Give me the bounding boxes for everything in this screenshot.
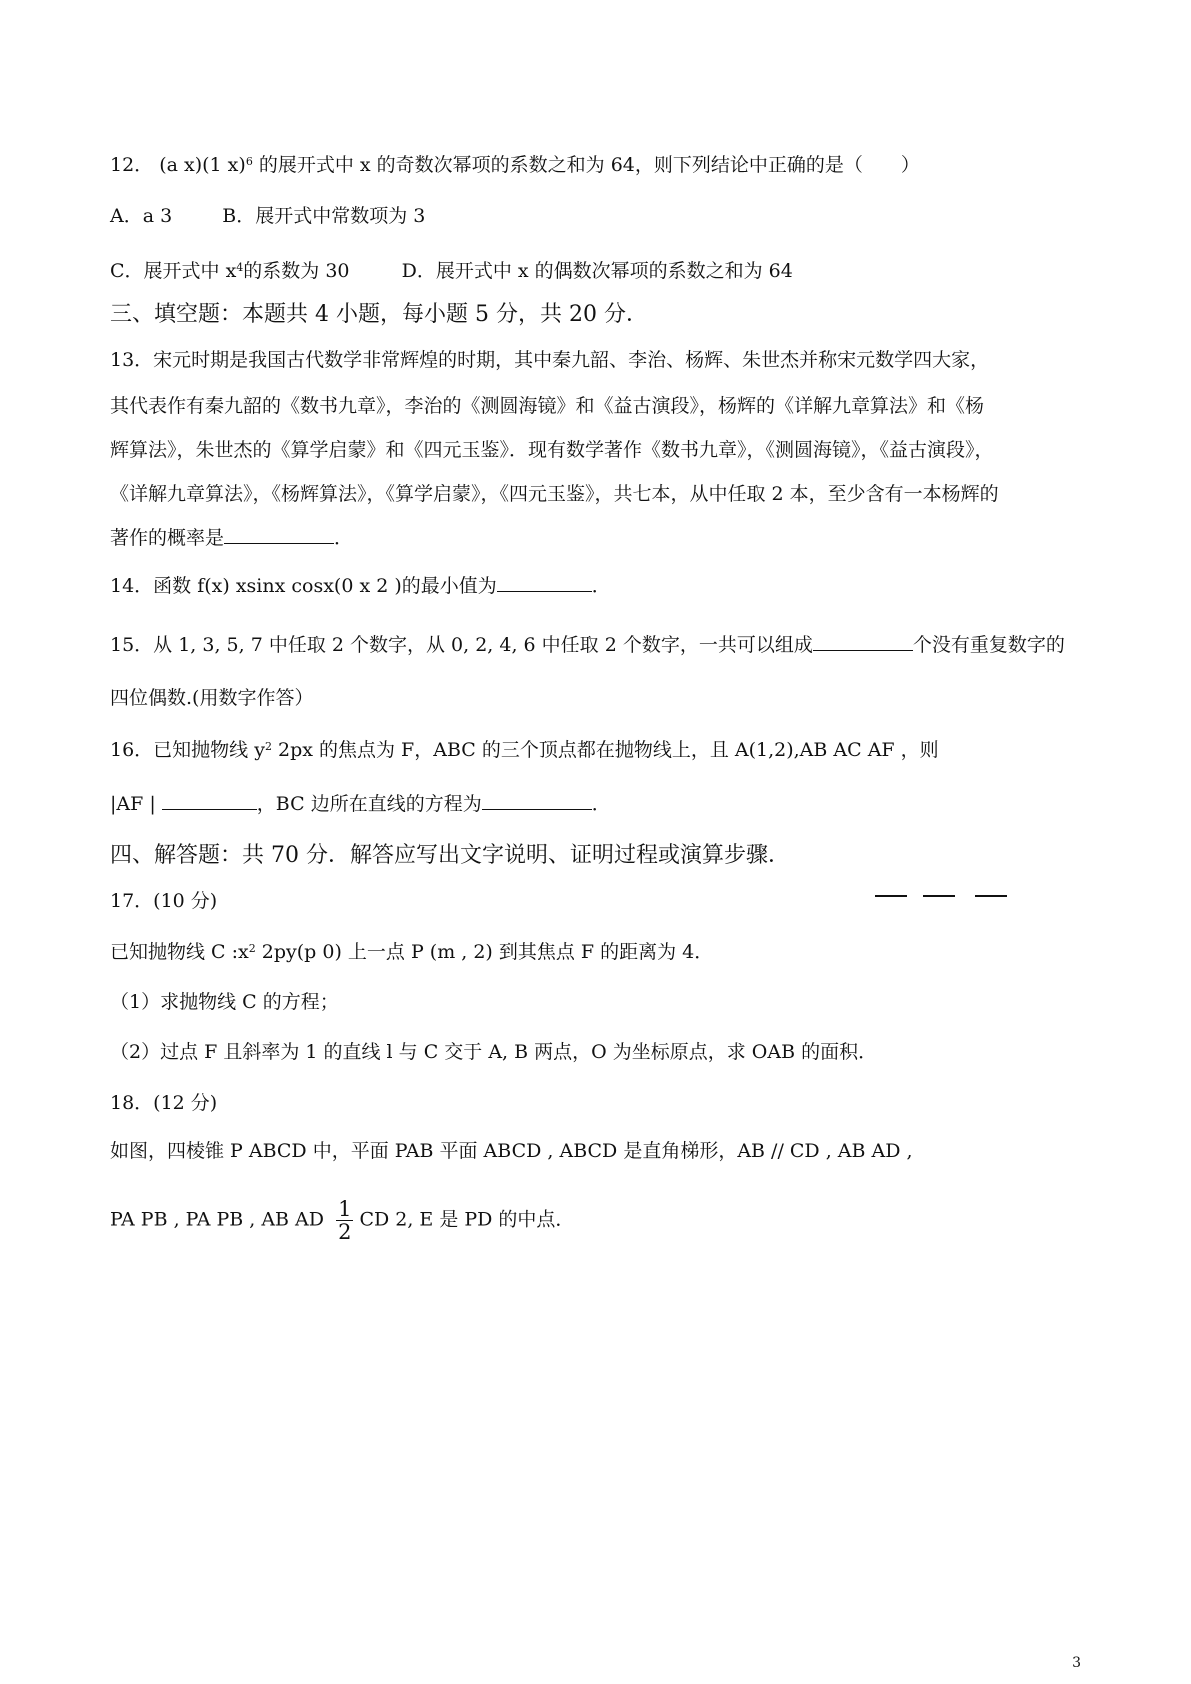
- q16-text-2: ，BC 边所在直线的方程为: [256, 793, 482, 815]
- q12-text: 的展开式中 x 的奇数次幂项的系数之和为 64，则下列结论中正确的是（ ）: [258, 154, 920, 176]
- q12-option-c-tail: 的系数为 30: [243, 260, 350, 282]
- section-3-heading: 三、填空题：本题共 4 小题，每小题 5 分，共 20 分．: [110, 302, 648, 327]
- q12-option-b: B．展开式中常数项为 3: [222, 205, 426, 227]
- q13-answer-blank[interactable]: [224, 525, 334, 544]
- q17-stem: [110, 939, 713, 965]
- q14-text: 14．函数 f(x) xsinx cosx(0 x 2 )的最小值为: [110, 575, 497, 597]
- vector-bar-2: [923, 895, 955, 897]
- page-number: 3: [1072, 1655, 1081, 1671]
- q12-option-d: D．展开式中 x 的偶数次幂项的系数之和为 64: [401, 260, 793, 282]
- q12-option-c-exponent: 4: [236, 261, 244, 274]
- q18-text-tail: CD 2, E 是 PD 的中点．: [359, 1208, 575, 1231]
- q18-line-2: [110, 1198, 574, 1243]
- q16-answer-blank-1[interactable]: [162, 791, 257, 810]
- vector-bar-1: [875, 895, 907, 897]
- q16-line-2: [110, 791, 611, 817]
- q14-answer-blank[interactable]: [497, 573, 592, 592]
- q12-expression: (a x)(1 x): [159, 154, 246, 176]
- q15-line-1: [110, 632, 1065, 658]
- q12-options-ab: [110, 203, 425, 229]
- q18-line-1: 如图，四棱锥 P ABCD 中，平面 PAB 平面 ABCD , ABCD 是直角梯形，AB // CD , AB AD ,: [110, 1140, 913, 1162]
- q15-line-2: 四位偶数.(用数字作答）: [110, 687, 314, 709]
- q16-period: ．: [591, 793, 611, 815]
- q16-text: 16．已知抛物线 y: [110, 739, 265, 761]
- q13-text: 著作的概率是: [110, 527, 225, 549]
- q13-line-1: 13．宋元时期是我国古代数学非常辉煌的时期，其中秦九韶、李治、杨辉、朱世杰并称宋元数学四大家，: [110, 349, 990, 371]
- q17-part-1: （1）求抛物线 C 的方程；: [110, 991, 339, 1013]
- q17-part-2: （2）过点 F 且斜率为 1 的直线 l 与 C 交于 A, B 两点，O 为坐标原点，求 OAB 的面积．: [110, 1041, 878, 1063]
- q12-option-a: A．a 3: [110, 205, 173, 227]
- q12-options-cd: [110, 258, 793, 284]
- q15-answer-blank[interactable]: [813, 632, 913, 651]
- q12-number: 12．: [110, 154, 154, 176]
- section-4-heading: 四、解答题：共 70 分．解答应写出文字说明、证明过程或演算步骤．: [110, 843, 790, 868]
- q16-exponent: 2: [264, 740, 272, 753]
- q12-option-c-text: C．展开式中 x: [110, 260, 237, 282]
- q17-exponent: 2: [248, 942, 256, 955]
- q12-stem: [110, 152, 920, 178]
- q16-abs-af: |AF |: [110, 793, 156, 815]
- q18-fraction: [336, 1198, 353, 1243]
- fraction-denominator: 2: [338, 1220, 352, 1244]
- q15-text-tail: 个没有重复数字的: [912, 634, 1065, 656]
- q17-text-tail: 2py(p 0) 上一点 P (m , 2) 到其焦点 F 的距离为 4．: [255, 941, 714, 963]
- q13-line-3: 辉算法》，朱世杰的《算学启蒙》和《四元玉鉴》．现有数学著作《数书九章》，《测圆海镜》，《益古演段》，: [110, 439, 994, 461]
- q13-line-2: 其代表作有秦九韶的《数书九章》，李治的《测圆海镜》和《益古演段》，杨辉的《详解九章算法》和《杨: [110, 395, 985, 417]
- fraction-numerator: 1: [338, 1197, 352, 1221]
- q13-period: ．: [334, 527, 354, 549]
- q16-text-tail: 2px 的焦点为 F，ABC 的三个顶点都在抛物线上，且 A(1,2),AB AC AF ，则: [271, 739, 939, 761]
- q15-text: 15．从 1, 3, 5, 7 中任取 2 个数字，从 0, 2, 4, 6 中任取 2 个数字，一共可以组成: [110, 634, 813, 656]
- q12-exponent: 6: [245, 155, 253, 168]
- q14-line: [110, 573, 611, 599]
- q18-text: PA PB , PA PB , AB AD: [110, 1208, 325, 1231]
- q18-header: 18．(12 分): [110, 1092, 218, 1114]
- q13-line-5: [110, 525, 353, 551]
- q14-period: ．: [591, 575, 611, 597]
- q16-line-1: [110, 737, 939, 763]
- q13-line-4: 《详解九章算法》，《杨辉算法》，《算学启蒙》，《四元玉鉴》，共七本，从中任取 2 本，至少含有一本杨辉的: [110, 483, 999, 505]
- vector-bar-3: [975, 895, 1007, 897]
- q17-header: 17．(10 分): [110, 890, 218, 912]
- q16-answer-blank-2[interactable]: [482, 791, 592, 810]
- q17-text: 已知抛物线 C :x: [110, 941, 249, 963]
